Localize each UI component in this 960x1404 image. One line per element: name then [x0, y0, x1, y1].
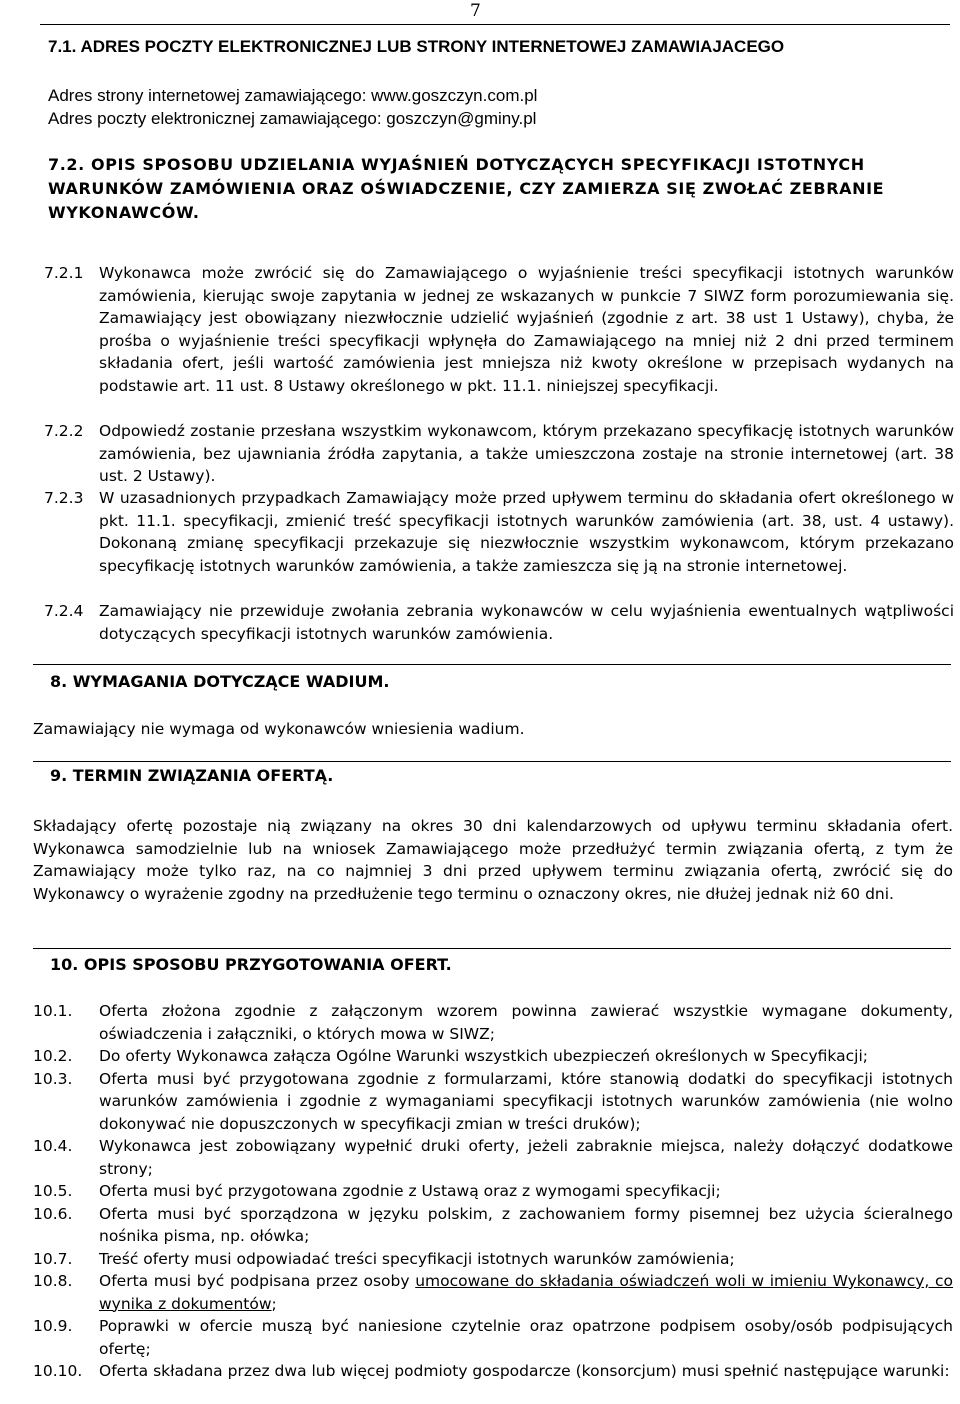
list-item [33, 1000, 953, 1045]
item-text: Treść oferty musi odpowiadać treści specyfikacji istotnych warunków zamówienia; [99, 1249, 735, 1268]
item-number: 10.6. [33, 1204, 73, 1223]
clause-7-2-2 [44, 420, 954, 488]
section-rule [33, 761, 951, 762]
email-address: Adres poczty elektronicznej zamawiającego: goszczyn@gminy.pl [48, 109, 537, 128]
section-rule [33, 664, 951, 665]
section-7-2-heading-line2: WARUNKÓW ZAMÓWIENIA ORAZ OŚWIADCZENIE, CZY ZAMIERZA SIĘ ZWOŁAĆ ZEBRANIE [48, 179, 885, 198]
section-10-heading: 10. OPIS SPOSOBU PRZYGOTOWANIA OFERT. [50, 955, 452, 974]
section-9-heading: 9. TERMIN ZWIĄZANIA OFERTĄ. [50, 766, 334, 785]
item-text: Oferta musi być przygotowana zgodnie z Ustawą oraz z wymogami specyfikacji; [99, 1182, 721, 1200]
item-text: Wykonawca jest zobowiązany wypełnić druki oferty, jeżeli zabraknie miejsca, należy dołączyć dodatkowe strony; [99, 1137, 953, 1178]
section-rule [33, 948, 951, 949]
list-item [33, 1360, 953, 1383]
item-number: 10.5. [33, 1182, 73, 1200]
list-item [33, 1315, 953, 1360]
list-item [33, 1203, 953, 1248]
item-text: Oferta złożona zgodnie z załączonym wzorem powinna zawierać wszystkie wymagane dokumenty, oświadczenia i załączniki, o których mowa w SIWZ; [99, 1002, 953, 1043]
item-text: Oferta musi być przygotowana zgodnie z formularzami, które stanowią dodatki do specyfikacji istotnych warunków zamówienia i zgodnie z wymaganiami specyfikacji istotnych warunków zamówienia (nie wolno dokonywać nie dopuszczonych w specyfikacji zmian w treści druków); [99, 1069, 953, 1133]
clause-7-2-1 [44, 262, 954, 397]
item-text [99, 1270, 953, 1315]
list-item [33, 1135, 953, 1180]
item-text: Poprawki w ofercie muszą być naniesione czytelnie oraz opatrzone podpisem osoby/osób podpisujących ofertę; [99, 1317, 953, 1358]
list-item [33, 1180, 953, 1203]
item-text-plain: Oferta musi być podpisana przez osoby [99, 1272, 416, 1290]
section-7-2-heading-line3: WYKONAWCÓW. [48, 203, 200, 222]
clause-text: W uzasadnionych przypadkach Zamawiający może przed upływem terminu do składania ofert określonego w pkt. 11.1. specyfikacji, zmienić treść specyfikacji istotnych warunków zamówienia (art. 38, ust. 4 ustawy). Dokonaną zmianę specyfikacji przekazuje się niezwłocznie wszystkim wykonawcom, którym przekazano specyfikację istotnych warunków zamówienia, a także zamieszcza się ją na stronie internetowej. [99, 489, 954, 575]
item-text-underlined: umocowane do składania oświadczeń woli w imieniu Wykonawcy, co wynika z dokumentów [99, 1272, 953, 1313]
clause-text: Wykonawca może zwrócić się do Zamawiającego o wyjaśnienie treści specyfikacji istotnych warunków zamówienia, kierując swoje zapytania w jednej ze wskazanych w punkcie 7 SIWZ form porozumiewania się. Zamawiający jest obowiązany niezwłocznie udzielić wyjaśnień (zgodnie z art. 38 ust 1 Ustawy), chyba, że prośba o wyjaśnienie treści specyfikacji wpłynęła do Zamawiającego na mniej niż 2 dni przed terminem składania ofert, jeśli wartość zamówienia jest mniejsza niż kwoty określone w przepisach wydanych na podstawie art. 11 ust. 8 Ustawy określonego w pkt. 11.1. niniejszej specyfikacji. [99, 264, 954, 395]
list-item [33, 1068, 953, 1136]
header-rule [40, 24, 950, 25]
list-item [33, 1045, 953, 1068]
item-text-end: ; [271, 1294, 277, 1313]
item-number: 10.3. [33, 1069, 73, 1088]
item-text: Oferta musi być sporządzona w języku polskim, z zachowaniem formy pisemnej bez użycia ścieralnego nośnika pisma, np. ołówka; [99, 1204, 953, 1245]
list-item [33, 1248, 953, 1271]
item-text: Do oferty Wykonawca załącza Ogólne Warunki wszystkich ubezpieczeń określonych w Specyfikacji; [99, 1047, 868, 1065]
clause-number: 7.2.2 [44, 422, 84, 440]
item-number: 10.4. [33, 1137, 73, 1155]
section-7-2-heading-line1: 7.2. OPIS SPOSOBU UDZIELANIA WYJAŚNIEŃ DOTYCZĄCYCH SPECYFIKACJI ISTOTNYCH [48, 155, 865, 174]
section-8-heading: 8. WYMAGANIA DOTYCZĄCE WADIUM. [50, 672, 390, 691]
item-number: 10.10. [33, 1362, 83, 1380]
list-item [33, 1270, 953, 1315]
section-7-1-heading: 7.1. ADRES POCZTY ELEKTRONICZNEJ LUB STRONY INTERNETOWEJ ZAMAWIAJACEGO [48, 37, 785, 56]
clause-7-2-4 [44, 600, 954, 645]
item-number: 10.1. [33, 1002, 73, 1020]
clause-text: Odpowiedź zostanie przesłana wszystkim wykonawcom, którym przekazano specyfikację istotnych warunków zamówienia, bez ujawniania źródła zapytania, a także umieszczona zostaje na stronie internetowej (art. 38 ust. 2 Ustawy). [99, 422, 954, 485]
clause-number: 7.2.3 [44, 489, 84, 507]
clause-number: 7.2.1 [44, 264, 84, 282]
item-number: 10.9. [33, 1317, 73, 1335]
item-number: 10.7. [33, 1249, 73, 1268]
clause-text: Zamawiający nie przewiduje zwołania zebrania wykonawców w celu wyjaśnienia ewentualnych wątpliwości dotyczących specyfikacji istotnych warunków zamówienia. [99, 602, 954, 643]
clause-7-2-3 [44, 487, 954, 577]
item-number: 10.2. [33, 1047, 73, 1065]
website-address: Adres strony internetowej zamawiającego: www.goszczyn.com.pl [48, 86, 538, 105]
clause-number: 7.2.4 [44, 602, 84, 620]
section-8-text: Zamawiający nie wymaga od wykonawców wniesienia wadium. [33, 720, 525, 738]
section-10-list [33, 1000, 953, 1383]
item-text: Oferta składana przez dwa lub więcej podmioty gospodarcze (konsorcjum) musi spełnić następujące warunki: [99, 1362, 950, 1380]
page-number: 7 [470, 1, 481, 21]
section-9-text: Składający ofertę pozostaje nią związany na okres 30 dni kalendarzowych od upływu terminu składania ofert. Wykonawca samodzielnie lub na wniosek Zamawiającego może przedłużyć termin związania ofertą, z tym że Zamawiający może tylko raz, na co najmniej 3 dni przed upływem terminu związania ofertą, zwrócić się do Wykonawcy o wyrażenie zgodny na przedłużenie tego terminu o oznaczony okres, nie dłużej jednak niż 60 dni. [33, 817, 953, 903]
item-number: 10.8. [33, 1272, 73, 1290]
